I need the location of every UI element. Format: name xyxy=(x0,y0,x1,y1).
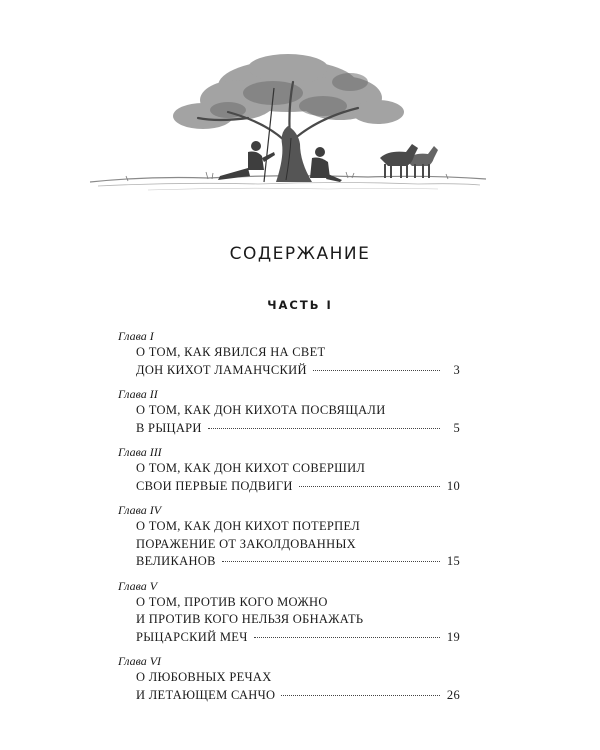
chapter-title-last-line xyxy=(136,687,460,705)
chapter-title-last-line xyxy=(136,553,460,571)
dot-leader xyxy=(281,695,440,696)
chapter-title-row xyxy=(136,611,460,629)
chapter-label: Глава I xyxy=(118,329,154,343)
page-number: 5 xyxy=(453,420,460,435)
chapter-title-last-line xyxy=(136,629,460,647)
chapter-title-line: ДОН КИХОТ ЛАМАНЧСКИЙ xyxy=(136,362,307,377)
chapter-title-line: О ЛЮБОВНЫХ РЕЧАХ xyxy=(136,670,272,684)
chapter-title-line: ВЕЛИКАНОВ xyxy=(136,554,216,568)
chapter-label: Глава V xyxy=(118,578,158,593)
chapter-title-row xyxy=(136,669,460,687)
toc-entry[interactable] xyxy=(118,328,460,379)
chapter-title-last-line xyxy=(136,420,460,438)
chapter-title-line: И ПРОТИВ КОГО НЕЛЬЗЯ ОБНАЖАТЬ xyxy=(136,612,364,626)
toc-chapter-list xyxy=(118,328,460,711)
chapter-title-last-line xyxy=(136,478,460,496)
dot-leader xyxy=(254,637,440,638)
page-number: 3 xyxy=(453,362,460,377)
toc-title: СОДЕРЖАНИЕ xyxy=(229,244,371,264)
chapter-title-line: О ТОМ, КАК ДОН КИХОТА ПОСВЯЩАЛИ xyxy=(136,403,386,417)
page-number: 19 xyxy=(446,629,460,644)
chapter-label: Глава IV xyxy=(118,503,162,517)
chapter-title-row xyxy=(136,594,460,612)
chapter-title-line: И ЛЕТАЮЩЕМ САНЧО xyxy=(136,687,276,702)
toc-entry[interactable] xyxy=(118,578,460,647)
toc-entry[interactable] xyxy=(118,386,460,437)
dot-leader xyxy=(313,370,440,371)
chapter-label: Глава VI xyxy=(118,654,162,668)
page-number: 10 xyxy=(446,478,460,493)
page-number: 26 xyxy=(446,687,460,702)
toc-entry[interactable] xyxy=(118,653,460,704)
chapter-title-line: О ТОМ, КАК ДОН КИХОТ ПОТЕРПЕЛ xyxy=(136,519,361,533)
chapter-title-row xyxy=(136,344,460,362)
chapter-title-line: О ТОМ, КАК ДОН КИХОТ СОВЕРШИЛ xyxy=(136,461,366,475)
dot-leader xyxy=(299,486,440,487)
chapter-label: Глава III xyxy=(118,445,162,459)
chapter-title-last-line xyxy=(136,362,460,380)
part-title: ЧАСТЬ I xyxy=(267,298,333,312)
chapter-title-row xyxy=(136,460,460,478)
chapter-label: Глава II xyxy=(118,387,158,401)
chapter-title-row xyxy=(136,402,460,420)
chapter-title-row xyxy=(136,518,460,536)
chapter-title-row xyxy=(136,536,460,554)
toc-entry[interactable] xyxy=(118,502,460,571)
chapter-title-line: ПОРАЖЕНИЕ ОТ ЗАКОЛДОВАННЫХ xyxy=(136,536,356,551)
chapter-title-line: В РЫЦАРИ xyxy=(136,420,202,435)
toc-entry[interactable] xyxy=(118,444,460,495)
dot-leader xyxy=(222,561,440,562)
chapter-title-line: РЫЦАРСКИЙ МЕЧ xyxy=(136,629,248,644)
page-number: 15 xyxy=(446,554,460,568)
chapter-title-line: О ТОМ, ПРОТИВ КОГО МОЖНО xyxy=(136,594,328,609)
chapter-title-line: О ТОМ, КАК ЯВИЛСЯ НА СВЕТ xyxy=(136,345,326,359)
tree-illustration xyxy=(88,48,488,208)
chapter-title-line: СВОИ ПЕРВЫЕ ПОДВИГИ xyxy=(136,478,293,493)
dot-leader xyxy=(208,428,440,429)
